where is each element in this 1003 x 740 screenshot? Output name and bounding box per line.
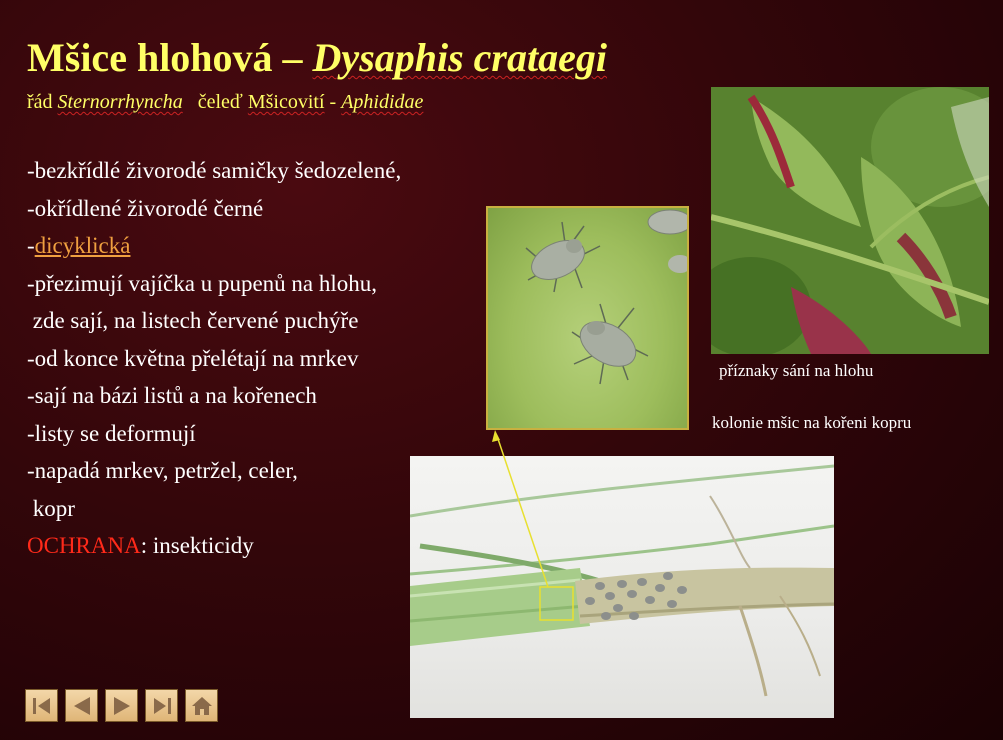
bullet-item: -napadá mrkev, petržel, celer,	[27, 458, 298, 483]
last-slide-icon	[150, 694, 174, 718]
dicyklicka-link[interactable]: dicyklická	[34, 233, 131, 258]
leaf-symptoms-photo	[711, 87, 989, 354]
bullet-item: -přezimují vajíčka u pupenů na hlohu,	[27, 270, 378, 296]
bullet-item: zde sají, na listech červené puchýře	[27, 308, 359, 333]
order-label: řád	[27, 91, 58, 113]
slide-title	[27, 36, 607, 80]
home-icon	[190, 694, 214, 718]
taxonomy-line	[27, 91, 423, 114]
protection-label: OCHRANA	[27, 533, 141, 558]
order-name: Sternorrhyncha	[57, 91, 183, 113]
leaf-photo-caption: příznaky sání na hlohu	[719, 361, 874, 380]
bullet-item: -od konce května přelétají na mrkev	[27, 345, 359, 371]
next-slide-icon	[110, 694, 134, 718]
aphids-illustration	[488, 208, 689, 430]
bullet-item: -bezkřídlé živorodé samičky šedozelené,	[27, 158, 402, 183]
aphids-closeup-photo	[486, 206, 689, 430]
bullet-item	[27, 227, 401, 265]
previous-slide-icon	[70, 694, 94, 718]
family-latin: Aphididae	[341, 91, 424, 113]
previous-slide-button[interactable]	[65, 689, 98, 722]
protection-text: : insekticidy	[140, 533, 254, 558]
root-illustration	[410, 456, 834, 718]
next-slide-button[interactable]	[105, 689, 138, 722]
protection-item	[27, 527, 401, 565]
home-button[interactable]	[185, 689, 218, 722]
bullet-list	[27, 152, 401, 565]
family-separator: -	[324, 91, 342, 113]
root-colony-photo	[410, 456, 834, 718]
bullet-prefix: -	[27, 233, 35, 258]
bullet-item: -sají na bázi listů a na kořenech	[27, 383, 317, 408]
bullet-item: -listy se deformují	[27, 420, 196, 446]
last-slide-button[interactable]	[145, 689, 178, 722]
first-slide-icon	[30, 694, 54, 718]
title-prefix: Mšice hlohová –	[27, 35, 313, 80]
title-species: Dysaphis crataegi	[312, 35, 607, 80]
slide-navigation	[25, 689, 218, 722]
bullet-item: -okřídlené živorodé černé	[27, 195, 264, 221]
bullet-item: kopr	[27, 495, 75, 521]
leaf-illustration	[711, 87, 989, 354]
root-photo-caption: kolonie mšic na kořeni kopru	[712, 413, 912, 432]
first-slide-button[interactable]	[25, 689, 58, 722]
family-name: Mšicovití	[247, 91, 325, 113]
family-label: čeleď	[197, 91, 248, 113]
